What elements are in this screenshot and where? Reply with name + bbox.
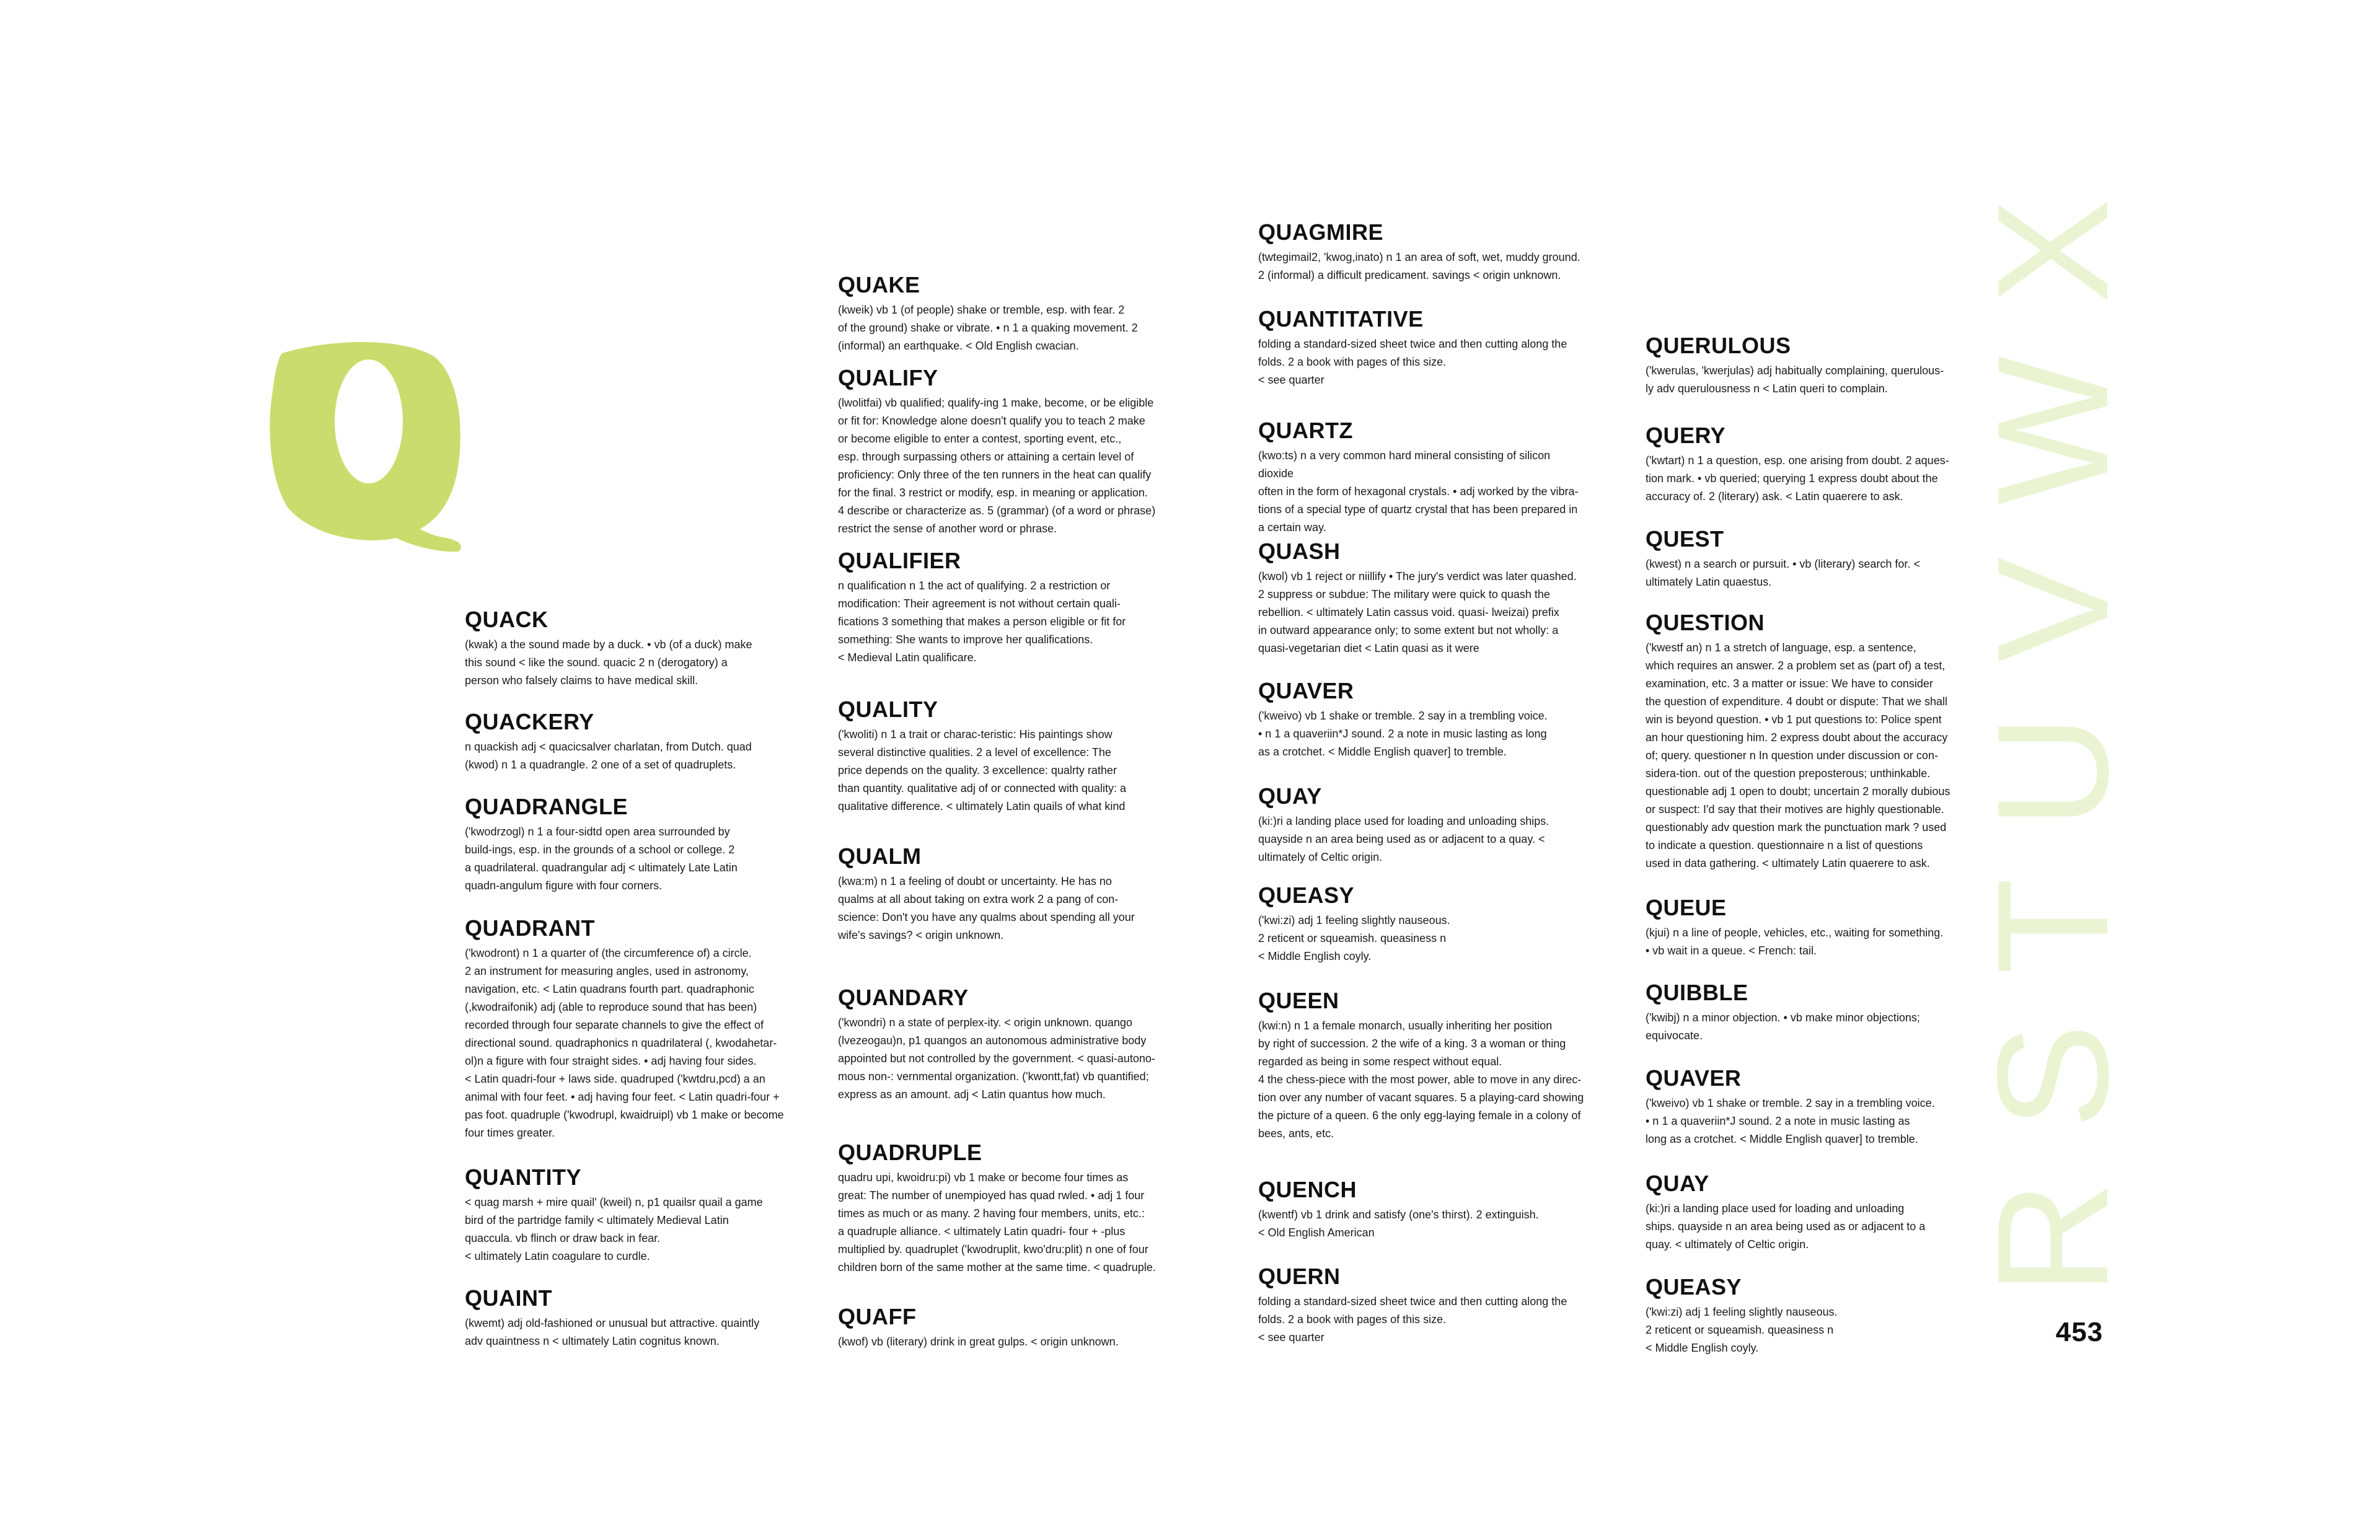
- entry-headword: QUAVER: [1258, 678, 1354, 703]
- entry-definition-line: a quadruple alliance. < ultimately Latin quadri- four + -plus: [838, 1225, 1126, 1238]
- entry-definition-line: accuracy of. 2 (literary) ask. < Latin quaerere to ask.: [1646, 490, 1903, 503]
- entry-definition-line: children born of the same mother at the same time. < quadruple.: [838, 1261, 1156, 1274]
- entry-definition-line: the question of expenditure. 4 doubt or dispute: That we shall: [1646, 695, 1947, 708]
- entry-definition-line: tions of a special type of quartz crystal that has been prepared in: [1258, 503, 1578, 516]
- entry-headword: QUERN: [1258, 1264, 1341, 1289]
- entry-definition-line: folds. 2 a book with pages of this size.: [1258, 1313, 1447, 1326]
- entry-definition-line: ('kwi:zi) adj 1 feeling slightly nauseous.: [1258, 914, 1450, 926]
- dictionary-entry: [465, 607, 793, 690]
- entry-definition-line: proficiency: Only three of the ten runners in the heat can qualify: [838, 469, 1152, 481]
- dictionary-entry: [1646, 610, 1974, 873]
- entry-definition-line: quadn-angulum figure with four corners.: [465, 879, 663, 892]
- entry-definition-line: as a crotchet. < Middle English quaver] to tremble.: [1258, 746, 1507, 758]
- entry-headword: QUALIFY: [838, 365, 938, 390]
- dictionary-entry: [1258, 539, 1587, 658]
- entry-headword: QUAY: [1646, 1171, 1709, 1196]
- entry-definition-line: questionably adv question mark the punctuation mark ? used: [1646, 821, 1947, 834]
- entry-definition-line: folding a standard-sized sheet twice and then cutting along the: [1258, 1295, 1567, 1308]
- dictionary-entry: [1258, 307, 1587, 389]
- entry-definition-line: often in the form of hexagonal crystals. • adj worked by the vibra-: [1258, 485, 1579, 498]
- entry-definition-line: modification: Their agreement is not without certain quali-: [838, 597, 1121, 610]
- entry-headword: QUANDARY: [838, 985, 969, 1010]
- entry-definition-line: quadru upi, kwoidru:pi) vb 1 make or become four times as: [838, 1171, 1129, 1184]
- entry-definition-line: (kwi:n) n 1 a female monarch, usually inheriting her position: [1258, 1019, 1553, 1032]
- entry-definition-line: (kwemt) adj old-fashioned or unusual but attractive. quaintly: [465, 1317, 760, 1329]
- dictionary-entry: [1646, 333, 1974, 398]
- page-number: 453: [2055, 1317, 2104, 1347]
- entry-definition-line: (kwod) n 1 a quadrangle. 2 one of a set of quadruplets.: [465, 759, 736, 771]
- entry-headword: QUEEN: [1258, 988, 1339, 1013]
- entry-definition-line: directional sound. quadraphonics n quadrilateral (, kwodahetar-: [465, 1037, 777, 1049]
- entry-definition-line: express as an amount. adj < Latin quantus how much.: [838, 1088, 1106, 1101]
- dictionary-entry: [838, 1140, 1166, 1277]
- dictionary-entry: [1258, 784, 1587, 866]
- entry-definition-line: ('kwerulas, 'kwerjulas) adj habitually complaining, querulous-: [1646, 364, 1944, 377]
- dictionary-entry: [1646, 895, 1974, 960]
- entry-definition-line: ('kwibj) n a minor objection. • vb make minor objections;: [1646, 1011, 1920, 1024]
- entry-definition-line: (ki:)ri a landing place used for loading and unloading: [1646, 1202, 1905, 1215]
- entry-definition-line: multiplied by. quadruplet ('kwodruplit, kwo'dru:plit) n one of four: [838, 1243, 1148, 1256]
- entry-headword: QUAINT: [465, 1285, 552, 1311]
- entry-definition-line: navigation, etc. < Latin quadrans fourth part. quadraphonic: [465, 983, 754, 995]
- entry-definition-line: great: The number of unempioyed has quad rwled. • adj 1 four: [838, 1189, 1145, 1202]
- entry-definition-line: long as a crotchet. < Middle English quaver] to tremble.: [1646, 1133, 1918, 1145]
- entry-definition-line: tion over any number of vacant squares. 5 a playing-card showing: [1258, 1091, 1584, 1104]
- entry-definition-line: < Latin quadri-four + laws side. quadruped ('kwtdru,pcd) a an: [465, 1073, 765, 1085]
- entry-headword: QUADRANGLE: [465, 794, 628, 819]
- side-alphabet-letters: [1965, 186, 2141, 1301]
- entry-headword: QUALIFIER: [838, 548, 961, 573]
- entry-headword: QUEASY: [1646, 1274, 1742, 1300]
- entry-definition-line: < Middle English coyly.: [1258, 950, 1372, 962]
- entry-definition-line: fications 3 something that makes a person eligible or fit for: [838, 615, 1126, 628]
- entry-headword: QUEASY: [1258, 882, 1355, 908]
- entry-definition-line: in outward appearance only; to some extent but not wholly: a: [1258, 624, 1559, 636]
- entry-definition-line: which requires an answer. 2 a problem set as (part of) a test,: [1646, 659, 1946, 672]
- entry-definition-line: (kweik) vb 1 (of people) shake or tremble, esp. with fear. 2: [838, 304, 1125, 316]
- entry-definition-line: ultimately of Celtic origin.: [1258, 851, 1383, 863]
- entry-definition-line: than quantity. qualitative adj of or connected with quality: a: [838, 782, 1126, 794]
- entry-headword: QUEUE: [1646, 895, 1727, 920]
- entry-definition-line: price depends on the quality. 3 excellence: qualrty rather: [838, 764, 1117, 777]
- entry-definition-line: < Old English American: [1258, 1226, 1375, 1239]
- entry-definition-line: quaccula. vb flinch or draw back in fear.: [465, 1232, 661, 1244]
- entry-definition-line: used in data gathering. < ultimately Latin quaerere to ask.: [1646, 857, 1930, 869]
- entry-definition-line: (kwak) a the sound made by a duck. • vb (of a duck) make: [465, 638, 752, 651]
- entry-definition-line: < ultimately Latin coagulare to curdle.: [465, 1250, 650, 1262]
- entry-definition-line: ('kwodrzogl) n 1 a four-sidtd open area surrounded by: [465, 825, 730, 838]
- entry-definition-line: examination, etc. 3 a matter or issue: We have to consider: [1646, 677, 1933, 690]
- entry-definition-line: mous non-: vernmental organization. ('kwontt,fat) vb quantified;: [838, 1070, 1149, 1083]
- entry-definition-line: a quadrilateral. quadrangular adj < ultimately Late Latin: [465, 861, 738, 874]
- dictionary-entry: [1646, 1275, 1974, 1357]
- dictionary-entry: [838, 697, 1166, 816]
- entry-definition-line: • vb wait in a queue. < French: tail.: [1646, 944, 1817, 957]
- entry-definition-line: < Medieval Latin qualificare.: [838, 651, 977, 664]
- entry-definition-line: ultimately Latin quaestus.: [1646, 576, 1772, 588]
- entry-definition-line: regarded as being in some respect without equal.: [1258, 1055, 1502, 1068]
- entry-headword: QUACK: [465, 607, 549, 632]
- entry-headword: QUARTZ: [1258, 418, 1353, 443]
- entry-definition-line: ('kwi:zi) adj 1 feeling slightly nauseous.: [1646, 1306, 1838, 1318]
- entry-definition-line: n quackish adj < quacicsalver charlatan, from Dutch. quad: [465, 741, 752, 753]
- entry-definition-line: four times greater.: [465, 1127, 555, 1139]
- entry-definition-line: questionable adj 1 open to doubt; uncertain 2 morally dubious: [1646, 785, 1950, 798]
- entry-definition-line: (twtegimail2, 'kwog,inato) n 1 an area of soft, wet, muddy ground.: [1258, 251, 1580, 263]
- entry-definition-line: the picture of a queen. 6 the only egg-laying female in a colony of: [1258, 1109, 1581, 1122]
- entry-definition-line: < quag marsh + mire quail' (kweil) n, p1 quailsr quail a game: [465, 1196, 763, 1208]
- dictionary-entry: [1258, 883, 1587, 966]
- entry-headword: QUEST: [1646, 526, 1724, 552]
- entry-definition-line: or suspect: I'd say that their motives are highly questionable.: [1646, 803, 1944, 816]
- entry-definition-line: quayside n an area being used as or adjacent to a quay. <: [1258, 833, 1545, 845]
- entry-definition-line: • n 1 a quaveriin*J sound. 2 a note in music lasting as long: [1258, 728, 1547, 740]
- entry-definition-line: appointed but not controlled by the government. < quasi-autono-: [838, 1052, 1155, 1065]
- entry-definition-line: of; query. questioner n In question under discussion or con-: [1646, 749, 1938, 762]
- entry-definition-line: a certain way.: [1258, 521, 1326, 534]
- entry-definition-line: (kwof) vb (literary) drink in great gulps. < origin unknown.: [838, 1335, 1119, 1348]
- drop-letter-q: [260, 323, 465, 552]
- entry-headword: QUADRANT: [465, 915, 595, 941]
- dictionary-entry: [838, 548, 1166, 667]
- entry-headword: QUENCH: [1258, 1177, 1357, 1202]
- entry-headword: QUAY: [1258, 783, 1322, 809]
- dictionary-entry: [838, 1305, 1166, 1351]
- entry-definition-line: restrict the sense of another word or phrase.: [838, 522, 1057, 535]
- dictionary-entry: [465, 1286, 793, 1350]
- dictionary-entry: [1258, 679, 1587, 761]
- entry-definition-line: 2 reticent or squeamish. queasiness n: [1258, 932, 1447, 944]
- dictionary-entry: [1258, 220, 1587, 284]
- entry-definition-line: ('kwestf an) n 1 a stretch of language, esp. a sentence,: [1646, 641, 1916, 654]
- entry-definition-line: (kwest) n a search or pursuit. • vb (literary) search for. <: [1646, 558, 1920, 570]
- entry-definition-line: wife's savings? < origin unknown.: [838, 929, 1004, 941]
- entry-headword: QUAFF: [838, 1304, 917, 1329]
- entry-definition-line: (kwo:ts) n a very common hard mineral consisting of silicon dioxide: [1258, 449, 1551, 480]
- dictionary-entry: [465, 1165, 793, 1265]
- entry-definition-line: qualitative difference. < ultimately Latin quails of what kind: [838, 800, 1126, 812]
- drop-letter-shape: [270, 342, 461, 552]
- dictionary-entry: [1258, 988, 1587, 1143]
- entry-definition-line: something: She wants to improve her qualifications.: [838, 633, 1093, 646]
- entry-definition-line: (informal) an earthquake. < Old English cwacian.: [838, 340, 1079, 352]
- entry-definition-line: bird of the partridge family < ultimately Medieval Latin: [465, 1214, 729, 1226]
- entry-definition-line: person who falsely claims to have medical skill.: [465, 674, 699, 687]
- dictionary-entry: [1646, 1066, 1974, 1148]
- entry-definition-line: 2 (informal) a difficult predicament. savings < origin unknown.: [1258, 269, 1561, 281]
- entry-definition-line: ('kweivo) vb 1 shake or tremble. 2 say in a trembling voice.: [1258, 710, 1548, 722]
- entry-definition-line: 4 describe or characterize as. 5 (grammar) (of a word or phrase): [838, 504, 1156, 517]
- entry-definition-line: quay. < ultimately of Celtic origin.: [1646, 1238, 1809, 1251]
- entry-headword: QUALITY: [838, 697, 938, 722]
- entry-definition-line: recorded through four separate channels to give the effect of: [465, 1019, 764, 1031]
- entry-definition-line: times as much or as many. 2 having four members, units, etc.:: [838, 1207, 1145, 1220]
- dictionary-entry: [1258, 1177, 1587, 1242]
- entry-definition-line: (kwol) vb 1 reject or niillify • The jury's verdict was later quashed.: [1258, 570, 1577, 583]
- dictionary-entry: [1258, 418, 1587, 537]
- entry-definition-line: (kwa:m) n 1 a feeling of doubt or uncertainty. He has no: [838, 875, 1112, 887]
- entry-definition-line: or become eligible to enter a contest, sporting event, etc.,: [838, 433, 1122, 445]
- entry-definition-line: (kwentf) vb 1 drink and satisfy (one's thirst). 2 extinguish.: [1258, 1208, 1539, 1221]
- entry-definition-line: by right of succession. 2 the wife of a king. 3 a woman or thing: [1258, 1037, 1566, 1050]
- entry-definition-line: folding a standard-sized sheet twice and then cutting along the: [1258, 338, 1567, 350]
- entry-definition-line: ('kweivo) vb 1 shake or tremble. 2 say in a trembling voice.: [1646, 1097, 1935, 1109]
- entry-definition-line: this sound < like the sound. quacic 2 n (derogatory) a: [465, 656, 728, 669]
- entry-definition-line: several distinctive qualities. 2 a level of excellence: The: [838, 746, 1111, 759]
- dictionary-entry: [838, 844, 1166, 944]
- entry-definition-line: 2 suppress or subdue: The military were quick to quash the: [1258, 588, 1550, 601]
- entry-definition-line: < see quarter: [1258, 1331, 1324, 1344]
- entry-definition-line: • n 1 a quaveriin*J sound. 2 a note in music lasting as: [1646, 1115, 1910, 1127]
- entry-definition-line: pas foot. quadruple ('kwodrupl, kwaidruipl) vb 1 make or become: [465, 1109, 784, 1121]
- entry-definition-line: of the ground) shake or vibrate. • n 1 a quaking movement. 2: [838, 322, 1138, 334]
- dictionary-entry: [1258, 1264, 1587, 1347]
- dictionary-entry: [465, 710, 793, 774]
- entry-definition-line: 2 an instrument for measuring angles, used in astronomy,: [465, 965, 749, 977]
- entry-definition-line: tion mark. • vb queried; querying 1 express doubt about the: [1646, 472, 1938, 485]
- entry-definition-line: 4 the chess-piece with the most power, able to move in any direc-: [1258, 1073, 1582, 1086]
- entry-definition-line: < see quarter: [1258, 374, 1324, 386]
- entry-headword: QUANTITATIVE: [1258, 306, 1424, 332]
- entry-definition-line: ly adv querulousness n < Latin queri to complain.: [1646, 382, 1888, 395]
- entry-headword: QUANTITY: [465, 1164, 581, 1190]
- dictionary-entry: [838, 273, 1166, 355]
- entry-definition-line: n qualification n 1 the act of qualifying. 2 a restriction or: [838, 579, 1111, 592]
- entry-definition-line: (lwolitfai) vb qualified; qualify-ing 1 make, become, or be eligible: [838, 397, 1154, 409]
- dictionary-entry: [1646, 423, 1974, 506]
- entry-definition-line: quasi-vegetarian diet < Latin quasi as it were: [1258, 642, 1479, 654]
- entry-headword: QUASH: [1258, 539, 1341, 564]
- entry-definition-line: < Middle English coyly.: [1646, 1342, 1759, 1354]
- entry-definition-line: 2 reticent or squeamish. queasiness n: [1646, 1324, 1834, 1336]
- entry-definition-line: ('kwodront) n 1 a quarter of (the circumference of) a circle.: [465, 947, 752, 959]
- entry-headword: QUIBBLE: [1646, 980, 1748, 1005]
- entry-definition-line: ('kwoliti) n 1 a trait or charac-teristic: His paintings show: [838, 728, 1113, 741]
- entry-definition-line: science: Don't you have any qualms about spending all your: [838, 911, 1135, 923]
- entry-definition-line: to indicate a question. questionnaire n a list of questions: [1646, 839, 1923, 851]
- entry-definition-line: (lvezeogau)n, p1 quangos an autonomous administrative body: [838, 1034, 1147, 1047]
- svg-text:Q: Q: [260, 323, 265, 330]
- dictionary-entry: [838, 366, 1166, 538]
- entry-definition-line: ships. quayside n an area being used as or adjacent to a: [1646, 1220, 1926, 1233]
- entry-definition-line: an hour questioning him. 2 express doubt about the accuracy: [1646, 731, 1948, 744]
- entry-headword: QUAKE: [838, 272, 920, 297]
- entry-definition-line: folds. 2 a book with pages of this size.: [1258, 356, 1447, 368]
- entry-definition-line: ('kwtart) n 1 a question, esp. one arising from doubt. 2 aques-: [1646, 454, 1949, 467]
- dictionary-entry: [1646, 527, 1974, 591]
- entry-definition-line: or fit for: Knowledge alone doesn't qualify you to teach 2 make: [838, 415, 1145, 427]
- entry-headword: QUAGMIRE: [1258, 219, 1383, 245]
- entry-headword: QUACKERY: [465, 709, 594, 734]
- dictionary-entry: [465, 916, 793, 1142]
- entry-definition-line: rebellion. < ultimately Latin cassus void. quasi- lweizai) prefix: [1258, 606, 1559, 618]
- entry-definition-line: sidera-tion. out of the question preposterous; unthinkable.: [1646, 767, 1931, 780]
- entry-definition-line: (kjui) n a line of people, vehicles, etc., waiting for something.: [1646, 926, 1944, 939]
- entry-headword: QUADRUPLE: [838, 1140, 982, 1165]
- side-alphabet-text: R S T U V W X: [1965, 198, 2141, 1295]
- dictionary-entry: [1646, 980, 1974, 1045]
- entry-definition-line: (ki:)ri a landing place used for loading and unloading ships.: [1258, 815, 1549, 827]
- dictionary-entry: [1646, 1171, 1974, 1254]
- entry-definition-line: esp. through surpassing others or attaining a certain level of: [838, 451, 1134, 463]
- entry-headword: QUALM: [838, 843, 922, 869]
- entry-headword: QUAVER: [1646, 1065, 1742, 1091]
- entry-definition-line: bees, ants, etc.: [1258, 1127, 1334, 1140]
- entry-definition-line: (,kwodraifonik) adj (able to reproduce sound that has been): [465, 1001, 757, 1013]
- entry-headword: QUESTION: [1646, 610, 1765, 635]
- entry-definition-line: adv quaintness n < ultimately Latin cognitus known.: [465, 1335, 720, 1347]
- entry-definition-line: for the final. 3 restrict or modify, esp. in meaning or application.: [838, 486, 1148, 499]
- entry-definition-line: build-ings, esp. in the grounds of a school or college. 2: [465, 843, 735, 856]
- entry-headword: QUERULOUS: [1646, 333, 1791, 358]
- entry-headword: QUERY: [1646, 423, 1726, 448]
- dictionary-entry: [465, 794, 793, 895]
- dictionary-entry: [838, 985, 1166, 1104]
- entry-definition-line: ol)n a figure with four straight sides. • adj having four sides.: [465, 1055, 757, 1067]
- entry-definition-line: equivocate.: [1646, 1029, 1703, 1042]
- entry-definition-line: qualms at all about taking on extra work 2 a pang of con-: [838, 893, 1119, 905]
- entry-definition-line: win is beyond question. • vb 1 put questions to: Police spent: [1646, 713, 1942, 726]
- entry-definition-line: animal with four feet. • adj having four feet. < Latin quadri-four +: [465, 1091, 780, 1103]
- entry-definition-line: ('kwondri) n a state of perplex-ity. < origin unknown. quango: [838, 1016, 1132, 1029]
